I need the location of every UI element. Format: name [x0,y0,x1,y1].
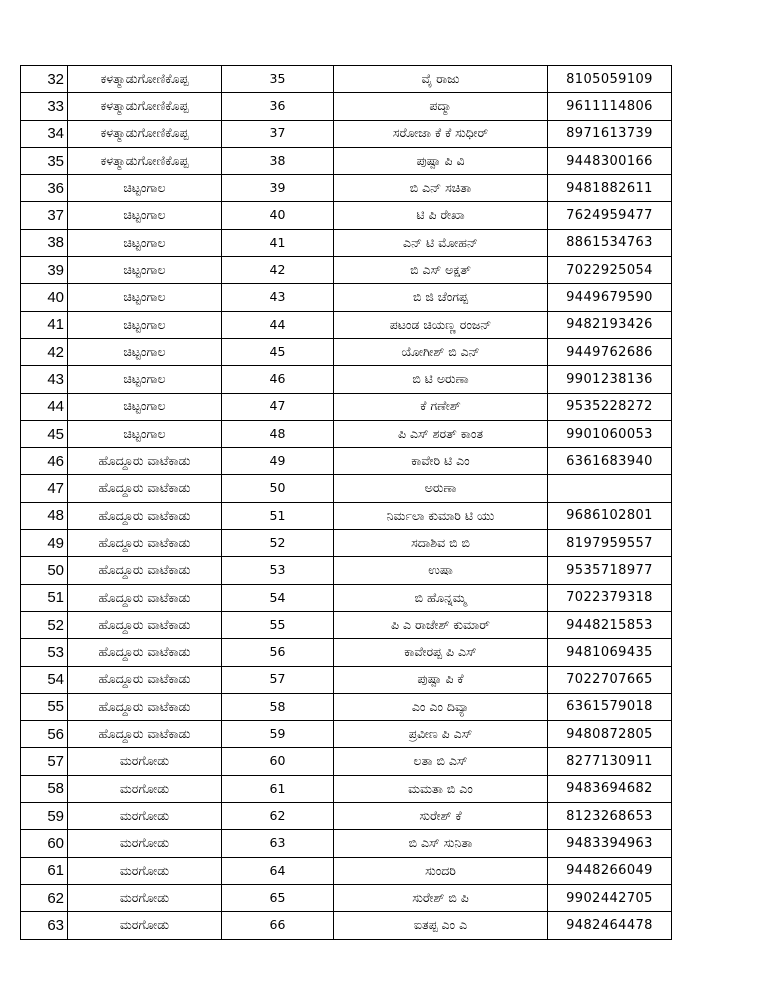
number-cell: 46 [222,366,334,393]
village-cell: ಹೊದ್ದೂರು ವಾಟೆಕಾಡು [68,502,222,529]
village-cell: ಚಿಟ್ಟಂಗಾಲ [68,229,222,256]
phone-cell: 9611114806 [548,93,672,120]
table-row [21,120,672,147]
number-cell: 61 [222,775,334,802]
serial-cell: 33 [21,93,68,120]
serial-cell: 43 [21,366,68,393]
number-cell: 53 [222,557,334,584]
serial-cell: 32 [21,66,68,93]
serial-cell: 55 [21,693,68,720]
serial-cell: 61 [21,857,68,884]
name-cell: ಲತಾ ಬಿ ಎಸ್ [334,748,548,775]
name-cell: ಐತಪ್ಪ ಎಂ ಎ [334,912,548,939]
serial-cell: 56 [21,721,68,748]
phone-cell: 9482193426 [548,311,672,338]
serial-cell: 34 [21,120,68,147]
table-row [21,311,672,338]
phone-cell: 8123268653 [548,803,672,830]
number-cell: 42 [222,257,334,284]
village-cell: ಚಿಟ್ಟಂಗಾಲ [68,366,222,393]
number-cell: 50 [222,475,334,502]
phone-cell: 7022379318 [548,584,672,611]
serial-cell: 41 [21,311,68,338]
name-cell: ಟಿ ಪಿ ರೇಖಾ [334,202,548,229]
serial-cell: 47 [21,475,68,502]
phone-cell: 8277130911 [548,748,672,775]
phone-cell: 9480872805 [548,721,672,748]
name-cell: ಬಿ ಎಸ್ ಅಕ್ಷತ್ [334,257,548,284]
serial-cell: 54 [21,666,68,693]
name-cell: ಉಷಾ [334,557,548,584]
village-cell: ಚಿಟ್ಟಂಗಾಲ [68,257,222,284]
number-cell: 56 [222,639,334,666]
table-row [21,147,672,174]
number-cell: 37 [222,120,334,147]
phone-cell: 9535718977 [548,557,672,584]
village-cell: ಕಳತ್ಮಾಡುಗೋಣಿಕೊಪ್ಪ [68,93,222,120]
table-row [21,420,672,447]
village-cell: ಹೊದ್ದೂರು ವಾಟೆಕಾಡು [68,666,222,693]
phone-cell: 7022925054 [548,257,672,284]
phone-cell: 9686102801 [548,502,672,529]
number-cell: 40 [222,202,334,229]
phone-cell: 9481882611 [548,175,672,202]
number-cell: 49 [222,448,334,475]
table-row [21,611,672,638]
number-cell: 39 [222,175,334,202]
phone-cell: 9481069435 [548,639,672,666]
village-cell: ಮರಗೋಡು [68,830,222,857]
number-cell: 36 [222,93,334,120]
table-row [21,530,672,557]
name-cell: ಬಿ ಎನ್ ಸಚಿತಾ [334,175,548,202]
phone-cell: 9901060053 [548,420,672,447]
serial-cell: 48 [21,502,68,529]
phone-cell: 9448266049 [548,857,672,884]
table-row [21,175,672,202]
name-cell: ಸುರೇಶ್ ಬಿ ಪಿ [334,884,548,911]
number-cell: 51 [222,502,334,529]
serial-cell: 60 [21,830,68,857]
phone-cell: 9483694682 [548,775,672,802]
serial-cell: 46 [21,448,68,475]
table-row [21,666,672,693]
village-cell: ಹೊದ್ದೂರು ವಾಟೆಕಾಡು [68,448,222,475]
phone-cell: 9448215853 [548,611,672,638]
name-cell: ಪಿ ಎಸ್ ಶರತ್ ಕಾಂತ [334,420,548,447]
serial-cell: 38 [21,229,68,256]
name-cell: ಪ್ರವೀಣ ಪಿ ಎಸ್ [334,721,548,748]
name-cell: ಅರುಣಾ [334,475,548,502]
table-row [21,284,672,311]
phone-cell: 9482464478 [548,912,672,939]
village-cell: ಚಿಟ್ಟಂಗಾಲ [68,338,222,365]
village-cell: ಮರಗೋಡು [68,912,222,939]
table-row [21,366,672,393]
name-cell: ಪಟಂಡ ಚಿಯಣ್ಣ ರಂಜನ್ [334,311,548,338]
village-cell: ಕಳತ್ಮಾಡುಗೋಣಿಕೊಪ್ಪ [68,147,222,174]
number-cell: 55 [222,611,334,638]
table-row [21,475,672,502]
table-row [21,502,672,529]
table-row [21,93,672,120]
phone-cell: 9483394963 [548,830,672,857]
serial-cell: 44 [21,393,68,420]
table-row [21,202,672,229]
serial-cell: 63 [21,912,68,939]
phone-cell: 9449679590 [548,284,672,311]
phone-cell: 9449762686 [548,338,672,365]
village-cell: ಹೊದ್ದೂರು ವಾಟೆಕಾಡು [68,611,222,638]
number-cell: 57 [222,666,334,693]
phone-cell: 9448300166 [548,147,672,174]
table-row [21,693,672,720]
phone-cell: 6361579018 [548,693,672,720]
number-cell: 38 [222,147,334,174]
name-cell: ವೈ ರಾಜು [334,66,548,93]
table-row [21,393,672,420]
name-cell: ಬಿ ಟಿ ಅರುಣಾ [334,366,548,393]
name-cell: ಬಿ ಜಿ ಚೆಂಗಪ್ಪ [334,284,548,311]
name-cell: ಕಾವೇರಪ್ಪ ಪಿ ಎಸ್ [334,639,548,666]
serial-cell: 50 [21,557,68,584]
serial-cell: 35 [21,147,68,174]
village-cell: ಚಿಟ್ಟಂಗಾಲ [68,202,222,229]
name-cell: ಎಂ ಎಂ ದಿವ್ಯಾ [334,693,548,720]
table-row [21,912,672,939]
table-body [21,66,672,940]
number-cell: 47 [222,393,334,420]
serial-cell: 36 [21,175,68,202]
name-cell: ಪಿ ಎ ರಾಜೇಶ್ ಕುಮಾರ್ [334,611,548,638]
serial-cell: 40 [21,284,68,311]
serial-cell: 62 [21,884,68,911]
village-cell: ಹೊದ್ದೂರು ವಾಟೆಕಾಡು [68,475,222,502]
name-cell: ಬಿ ಎಸ್ ಸುನಿತಾ [334,830,548,857]
village-cell: ಹೊದ್ದೂರು ವಾಟೆಕಾಡು [68,721,222,748]
village-cell: ಮರಗೋಡು [68,775,222,802]
table-row [21,857,672,884]
number-cell: 59 [222,721,334,748]
name-cell: ಪುಷ್ಪಾ ಪಿ ವಿ [334,147,548,174]
village-cell: ಹೊದ್ದೂರು ವಾಟೆಕಾಡು [68,557,222,584]
table-row [21,229,672,256]
table-row [21,338,672,365]
serial-cell: 42 [21,338,68,365]
phone-cell: 9901238136 [548,366,672,393]
member-table [20,65,672,940]
village-cell: ಮರಗೋಡು [68,857,222,884]
table-row [21,584,672,611]
serial-cell: 58 [21,775,68,802]
number-cell: 43 [222,284,334,311]
phone-cell [548,475,672,502]
serial-cell: 37 [21,202,68,229]
table-row [21,557,672,584]
table-row [21,803,672,830]
number-cell: 44 [222,311,334,338]
name-cell: ಸದಾಶಿವ ಬಿ ಬಿ [334,530,548,557]
serial-cell: 59 [21,803,68,830]
phone-cell: 8105059109 [548,66,672,93]
name-cell: ಸುರೇಶ್ ಕೆ [334,803,548,830]
serial-cell: 45 [21,420,68,447]
number-cell: 52 [222,530,334,557]
name-cell: ನಿರ್ಮಲಾ ಕುಮಾರಿ ಟಿ ಯು [334,502,548,529]
name-cell: ಸರೋಜಾ ಕೆ ಕೆ ಸುಧೀರ್ [334,120,548,147]
table-row [21,257,672,284]
number-cell: 48 [222,420,334,447]
phone-cell: 7022707665 [548,666,672,693]
table-row [21,830,672,857]
number-cell: 41 [222,229,334,256]
village-cell: ಹೊದ್ದೂರು ವಾಟೆಕಾಡು [68,639,222,666]
village-cell: ಮರಗೋಡು [68,884,222,911]
table-row [21,448,672,475]
number-cell: 63 [222,830,334,857]
table-row [21,66,672,93]
number-cell: 65 [222,884,334,911]
phone-cell: 8861534763 [548,229,672,256]
name-cell: ಯೋಗೀಶ್ ಬಿ ಎನ್ [334,338,548,365]
serial-cell: 51 [21,584,68,611]
number-cell: 64 [222,857,334,884]
serial-cell: 57 [21,748,68,775]
table-row [21,639,672,666]
phone-cell: 6361683940 [548,448,672,475]
village-cell: ಚಿಟ್ಟಂಗಾಲ [68,420,222,447]
village-cell: ಹೊದ್ದೂರು ವಾಟೆಕಾಡು [68,693,222,720]
table-row [21,721,672,748]
village-cell: ಕಳತ್ಮಾಡುಗೋಣಿಕೊಪ್ಪ [68,66,222,93]
village-cell: ಕಳತ್ಮಾಡುಗೋಣಿಕೊಪ್ಪ [68,120,222,147]
serial-cell: 52 [21,611,68,638]
number-cell: 54 [222,584,334,611]
village-cell: ಹೊದ್ದೂರು ವಾಟೆಕಾಡು [68,530,222,557]
name-cell: ಕೆ ಗಣೇಶ್ [334,393,548,420]
village-cell: ಮರಗೋಡು [68,803,222,830]
number-cell: 58 [222,693,334,720]
number-cell: 60 [222,748,334,775]
number-cell: 66 [222,912,334,939]
table-row [21,884,672,911]
number-cell: 35 [222,66,334,93]
village-cell: ಚಿಟ್ಟಂಗಾಲ [68,175,222,202]
serial-cell: 39 [21,257,68,284]
phone-cell: 8197959557 [548,530,672,557]
name-cell: ಬಿ ಹೊನ್ನಮ್ಮ [334,584,548,611]
village-cell: ಚಿಟ್ಟಂಗಾಲ [68,311,222,338]
village-cell: ಚಿಟ್ಟಂಗಾಲ [68,393,222,420]
phone-cell: 9902442705 [548,884,672,911]
name-cell: ಪುಷ್ಪಾ ಪಿ ಕೆ [334,666,548,693]
number-cell: 45 [222,338,334,365]
village-cell: ಮರಗೋಡು [68,748,222,775]
phone-cell: 8971613739 [548,120,672,147]
serial-cell: 49 [21,530,68,557]
name-cell: ಎನ್ ಟಿ ಮೋಹನ್ [334,229,548,256]
number-cell: 62 [222,803,334,830]
name-cell: ಮಮತಾ ಬಿ ಎಂ [334,775,548,802]
phone-cell: 7624959477 [548,202,672,229]
phone-cell: 9535228272 [548,393,672,420]
village-cell: ಹೊದ್ದೂರು ವಾಟೆಕಾಡು [68,584,222,611]
name-cell: ಕಾವೇರಿ ಟಿ ಎಂ [334,448,548,475]
table-row [21,748,672,775]
table-row [21,775,672,802]
name-cell: ಪದ್ಮಾ [334,93,548,120]
serial-cell: 53 [21,639,68,666]
name-cell: ಸುಂದರಿ [334,857,548,884]
village-cell: ಚಿಟ್ಟಂಗಾಲ [68,284,222,311]
